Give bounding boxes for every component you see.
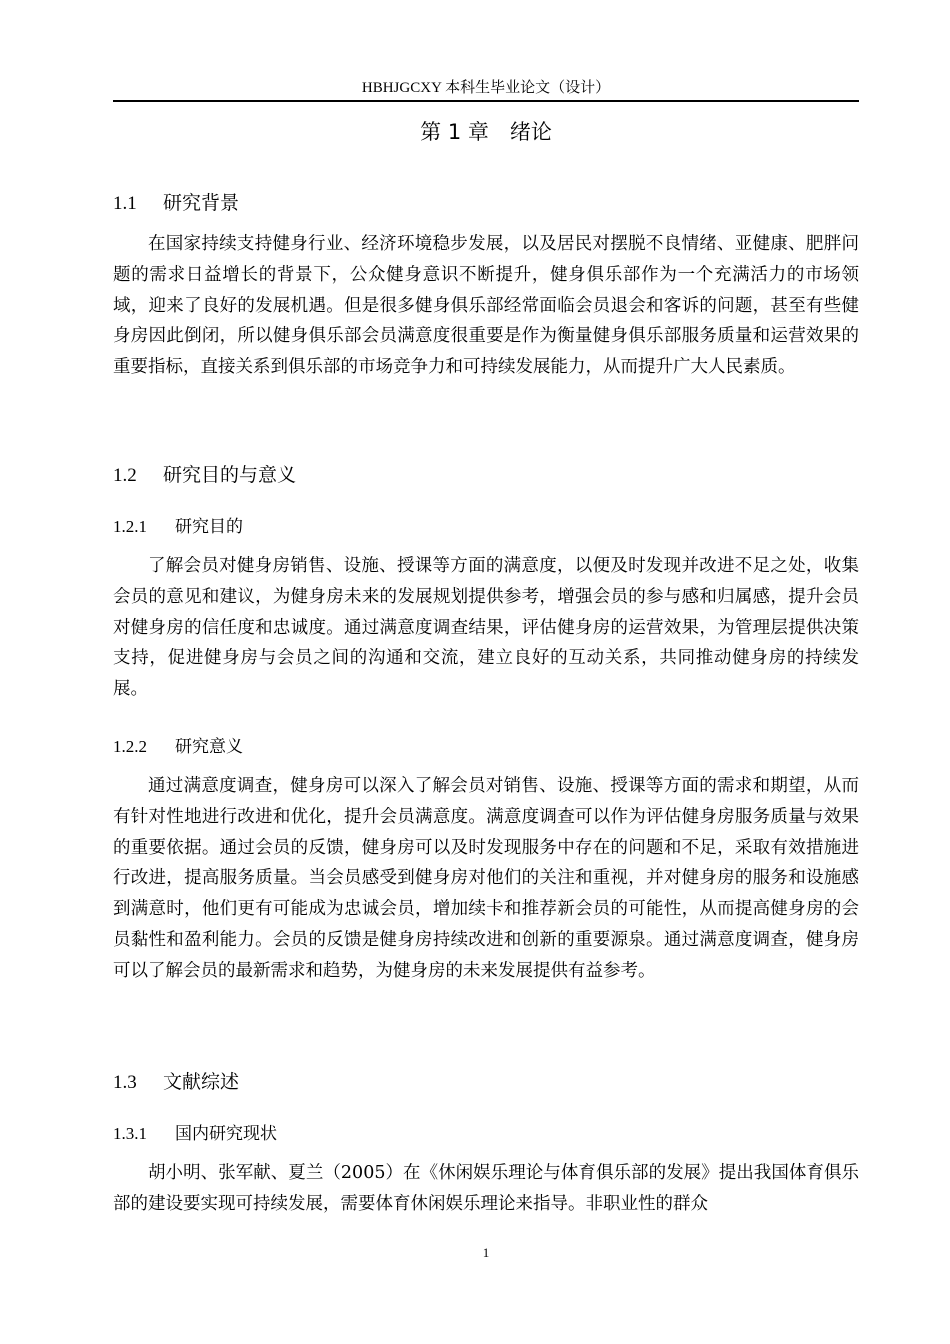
section-number: 1.1 bbox=[113, 193, 137, 214]
section-title: 文献综述 bbox=[163, 1071, 240, 1093]
paragraph-purpose: 了解会员对健身房销售、设施、授课等方面的满意度，以便及时发现并改进不足之处，收集会员的意见和建议，为健身房未来的发展规划提供参考，增强会员的参与感和归属感，提升会员对健身房的信任度和忠诚度。通过满意度调查结果，评估健身房的运营效果，为管理层提供决策支持，促进健身房与会员之间的沟通和交流，建立良好的互动关系，共同推动健身房的持续发展。 bbox=[113, 556, 859, 700]
running-header: HBHJGCXY 本科生毕业论文（设计） bbox=[361, 80, 611, 96]
section-title: 研究目的与意义 bbox=[163, 464, 297, 486]
paragraph-background: 在国家持续支持健身行业、经济环境稳步发展，以及居民对摆脱不良情绪、亚健康、肥胖问题的需求日益增长的背景下，公众健身意识不断提升，健身俱乐部作为一个充满活力的市场领域，迎来了良好的发展机遇。但是很多健身俱乐部经常面临会员退会和客诉的问题，甚至有些健身房因此倒闭，所以健身俱乐部会员满意度很重要是作为衡量健身俱乐部服务质量和运营效果的重要指标，直接关系到俱乐部的市场竞争力和可持续发展能力，从而提升广大人民素质。 bbox=[113, 234, 859, 378]
subsection-heading-1-2-2 bbox=[113, 732, 243, 757]
section-number: 1.3.1 bbox=[113, 1124, 147, 1143]
section-number: 1.2 bbox=[113, 465, 137, 486]
section-heading-1-2 bbox=[113, 460, 296, 487]
chapter-title: 第 1 章 绪论 bbox=[420, 120, 552, 144]
section-number: 1.3 bbox=[113, 1072, 137, 1093]
section-number: 1.2.2 bbox=[113, 737, 147, 756]
paragraph-significance: 通过满意度调查，健身房可以深入了解会员对销售、设施、授课等方面的需求和期望，从而有针对性地进行改进和优化，提升会员满意度。满意度调查可以作为评估健身房服务质量与效果的重要依据。通过会员的反馈，健身房可以及时发现服务中存在的问题和不足，采取有效措施进行改进，提高服务质量。当会员感受到健身房对他们的关注和重视，并对健身房的服务和设施感到满意时，他们更有可能成为忠诚会员，增加续卡和推荐新会员的可能性，从而提高健身房的会员黏性和盈利能力。会员的反馈是健身房持续改进和创新的重要源泉。通过满意度调查，健身房可以了解会员的最新需求和趋势，为健身房的未来发展提供有益参考。 bbox=[113, 776, 859, 981]
page-number: 1 bbox=[482, 1245, 490, 1260]
section-heading-1-3 bbox=[113, 1067, 239, 1094]
subsection-heading-1-3-1 bbox=[113, 1119, 277, 1144]
section-title: 研究背景 bbox=[163, 192, 240, 214]
section-number: 1.2.1 bbox=[113, 517, 147, 536]
subsection-heading-1-2-1 bbox=[113, 512, 243, 537]
paragraph-literature: 胡小明、张军献、夏兰（2005）在《休闲娱乐理论与体育俱乐部的发展》提出我国体育俱乐部的建设要实现可持续发展，需要体育休闲娱乐理论来指导。非职业性的群众 bbox=[113, 1163, 859, 1214]
section-heading-1-1 bbox=[113, 188, 239, 215]
section-title: 研究目的 bbox=[175, 517, 243, 537]
header-rule bbox=[113, 100, 859, 102]
section-title: 研究意义 bbox=[175, 737, 243, 757]
section-title: 国内研究现状 bbox=[175, 1124, 277, 1144]
